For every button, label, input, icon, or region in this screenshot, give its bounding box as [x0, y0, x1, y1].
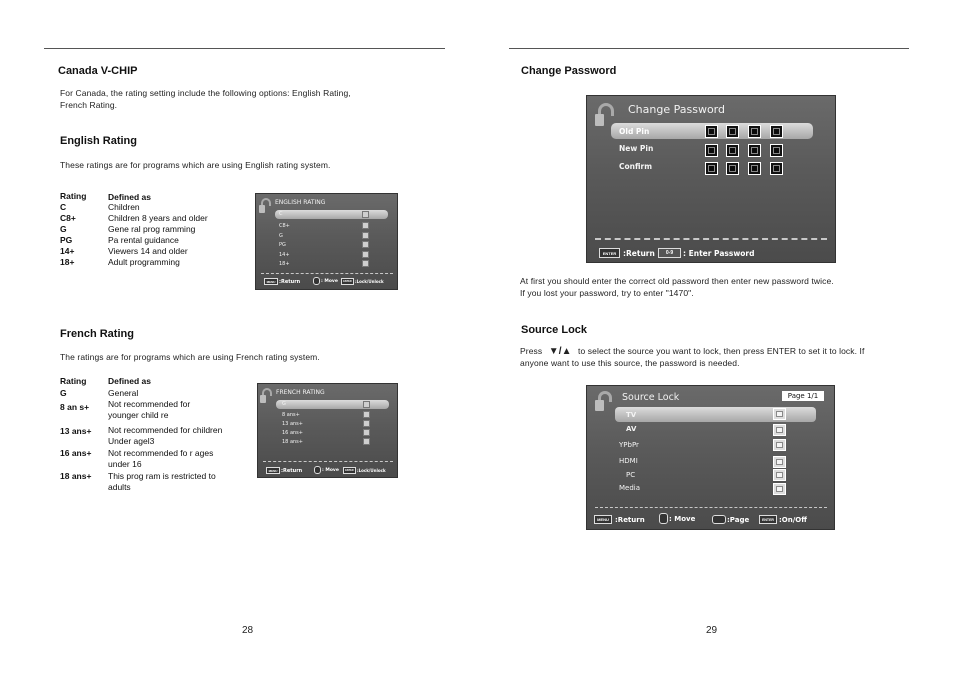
rating-item[interactable]: 18+ — [279, 261, 290, 267]
french-rating-heading: French Rating — [60, 328, 134, 340]
source-item[interactable]: PC — [626, 471, 636, 479]
menu-key-icon: MENU — [264, 278, 278, 285]
table-cell: C8+ — [60, 213, 76, 223]
footer-return: :Return — [281, 468, 303, 474]
pin-digit-box[interactable] — [705, 125, 718, 138]
right-top-rule — [509, 48, 909, 49]
move-key-icon — [313, 277, 320, 285]
pin-digit-box[interactable] — [726, 162, 739, 175]
menu-key-icon: MENU — [594, 515, 612, 524]
pin-digit-box[interactable] — [770, 125, 783, 138]
footer-move: : Move — [669, 515, 696, 523]
source-lock-checkbox[interactable] — [773, 439, 786, 451]
footer-return: :Return — [615, 516, 645, 524]
table-cell: Under agel3 — [108, 436, 155, 446]
footer-onoff: :On/Off — [779, 516, 807, 524]
lock-toggle-icon[interactable] — [363, 420, 370, 427]
source-item[interactable]: AV — [626, 425, 637, 433]
french-rating-text: The ratings are for programs which are using French rating system. — [60, 352, 320, 362]
pin-digit-box[interactable] — [748, 144, 761, 157]
table-header-rating: Rating — [60, 376, 87, 386]
enter-key-icon: ENTER — [759, 515, 777, 524]
table-cell: 13 ans+ — [60, 426, 92, 436]
down-up-arrows-icon: ▼/▲ — [548, 346, 572, 357]
table-cell: General — [108, 388, 139, 398]
footer-page: :Page — [727, 516, 750, 524]
rating-item[interactable]: 16 ans+ — [282, 430, 303, 436]
lock-toggle-icon[interactable] — [363, 438, 370, 445]
page-indicator: Page 1/1 — [782, 391, 824, 401]
pin-digit-box[interactable] — [726, 144, 739, 157]
pin-digit-box[interactable] — [770, 162, 783, 175]
footer-return: :Return — [279, 279, 301, 285]
highlight-bar — [275, 210, 388, 219]
footer-move: : Move — [322, 468, 339, 473]
lock-icon-body — [595, 400, 604, 411]
canada-vchip-heading: Canada V-CHIP — [58, 65, 138, 77]
footer-move: : Move — [321, 279, 338, 284]
enter-key-icon: ENTER — [341, 278, 354, 285]
table-cell: Children — [108, 202, 140, 212]
screen-title: FRENCH RATING — [276, 389, 325, 396]
source-lock-checkbox[interactable] — [773, 408, 786, 420]
source-lock-checkbox[interactable] — [773, 469, 786, 481]
table-cell: younger child re — [108, 410, 169, 420]
table-cell: adults — [108, 482, 131, 492]
highlight-bar — [276, 400, 389, 409]
rating-item[interactable]: C8+ — [279, 223, 290, 229]
move-key-icon — [314, 466, 321, 474]
digits-key-icon: 0-9 — [658, 248, 681, 258]
table-cell: G — [60, 224, 67, 234]
table-cell: Pa rental guidance — [108, 235, 179, 245]
table-cell: PG — [60, 235, 73, 245]
source-lock-text-line2: anyone want to use this source, the password is needed. — [520, 358, 740, 368]
english-rating-text: These ratings are for programs which are using English rating system. — [60, 160, 331, 170]
lock-toggle-icon[interactable] — [362, 251, 369, 258]
press-word: Press — [520, 346, 543, 356]
divider — [263, 461, 393, 462]
english-rating-heading: English Rating — [60, 135, 137, 147]
table-cell: Viewers 14 and older — [108, 246, 188, 256]
page-number-right: 29 — [706, 625, 718, 636]
old-pin-label: Old Pin — [619, 127, 650, 136]
canada-vchip-text-line1: For Canada, the rating setting include the following options: English Rating, — [60, 88, 351, 98]
lock-toggle-icon[interactable] — [363, 411, 370, 418]
source-item[interactable]: Media — [619, 484, 641, 492]
screen-title: ENGLISH RATING — [275, 199, 326, 206]
pin-digit-box[interactable] — [705, 162, 718, 175]
pin-digit-box[interactable] — [705, 144, 718, 157]
lock-toggle-icon[interactable] — [362, 222, 369, 229]
table-cell: This prog ram is restricted to — [108, 471, 216, 481]
table-cell: 8 an s+ — [60, 402, 90, 412]
french-rating-screen — [257, 383, 398, 478]
source-lock-screen — [586, 385, 835, 530]
rating-item[interactable]: G — [282, 401, 286, 407]
pin-digit-box[interactable] — [748, 162, 761, 175]
canada-vchip-text-line2: French Rating. — [60, 100, 118, 110]
table-cell: under 16 — [108, 459, 142, 469]
lock-toggle-icon[interactable] — [362, 260, 369, 267]
table-cell: Children 8 years and older — [108, 213, 208, 223]
lock-icon-body — [595, 114, 604, 126]
divider — [595, 238, 827, 240]
rating-item[interactable]: C — [279, 211, 283, 217]
change-password-text-line1: At first you should enter the correct old password then enter new password twice. — [520, 276, 834, 286]
confirm-label: Confirm — [619, 162, 653, 171]
rating-item[interactable]: 13 ans+ — [282, 421, 303, 427]
french-rating-table — [60, 376, 250, 496]
page-key-icon — [712, 515, 726, 524]
lock-icon-body — [259, 205, 265, 213]
table-header-defined: Defined as — [108, 376, 151, 386]
enter-key-icon: ENTER — [343, 467, 356, 474]
screen-title: Change Password — [628, 103, 725, 116]
lock-toggle-icon[interactable] — [363, 401, 370, 408]
table-cell: Not recommended for children — [108, 425, 223, 435]
lock-toggle-icon[interactable] — [363, 429, 370, 436]
rating-item[interactable]: 8 ans+ — [282, 412, 300, 418]
screen-title: Source Lock — [622, 392, 680, 403]
table-cell: Not recommended for — [108, 399, 191, 409]
pin-digit-box[interactable] — [748, 125, 761, 138]
source-lock-heading: Source Lock — [521, 324, 588, 336]
change-password-heading: Change Password — [521, 65, 617, 77]
lock-icon-body — [260, 395, 266, 403]
source-item[interactable]: HDMI — [619, 457, 638, 465]
table-header-rating: Rating — [60, 191, 87, 201]
rating-item[interactable]: PG — [279, 242, 286, 248]
change-password-text-line2: If you lost your password, try to enter "1470". — [520, 288, 694, 298]
table-header-defined: Defined as — [108, 192, 151, 202]
divider — [261, 273, 393, 274]
table-cell: G — [60, 388, 67, 398]
footer-lock: :Lock/Unlock — [355, 279, 384, 284]
footer-lock: :Lock/Unlock — [357, 468, 386, 473]
source-lock-checkbox[interactable] — [773, 483, 786, 495]
source-lock-checkbox[interactable] — [773, 456, 786, 468]
footer-return: :Return — [623, 249, 655, 258]
table-cell: 14+ — [60, 246, 75, 256]
english-rating-screen — [255, 193, 398, 290]
left-top-rule — [44, 48, 445, 49]
enter-key-icon: ENTER — [599, 248, 620, 258]
pin-digit-box[interactable] — [770, 144, 783, 157]
table-cell: Not recommended fo r ages — [108, 448, 214, 458]
footer-enter-password: : Enter Password — [683, 249, 755, 258]
move-key-icon — [659, 513, 668, 524]
lock-toggle-icon[interactable] — [362, 211, 369, 218]
source-item[interactable]: TV — [626, 411, 637, 419]
source-lock-instruction: to select the source you want to lock, then press ENTER to set it to lock. If — [578, 346, 865, 356]
table-cell: 16 ans+ — [60, 448, 92, 458]
table-cell: 18+ — [60, 257, 75, 267]
table-cell: C — [60, 202, 67, 212]
lock-toggle-icon[interactable] — [362, 232, 369, 239]
table-cell: Gene ral prog ramming — [108, 224, 196, 234]
table-cell: 18 ans+ — [60, 471, 92, 481]
rating-item[interactable]: 18 ans+ — [282, 439, 303, 445]
divider — [595, 507, 827, 508]
page-number-left: 28 — [242, 625, 254, 636]
source-item[interactable]: YPbPr — [619, 441, 639, 449]
rating-item[interactable]: G — [279, 232, 283, 239]
pin-digit-box[interactable] — [726, 125, 739, 138]
menu-key-icon: MENU — [266, 467, 280, 474]
change-password-screen — [586, 95, 836, 263]
table-cell: Adult programming — [108, 257, 180, 267]
rating-item[interactable]: 14+ — [279, 251, 290, 258]
source-lock-checkbox[interactable] — [773, 424, 786, 436]
lock-toggle-icon[interactable] — [362, 241, 369, 248]
english-rating-table — [60, 191, 240, 271]
new-pin-label: New Pin — [619, 144, 654, 153]
